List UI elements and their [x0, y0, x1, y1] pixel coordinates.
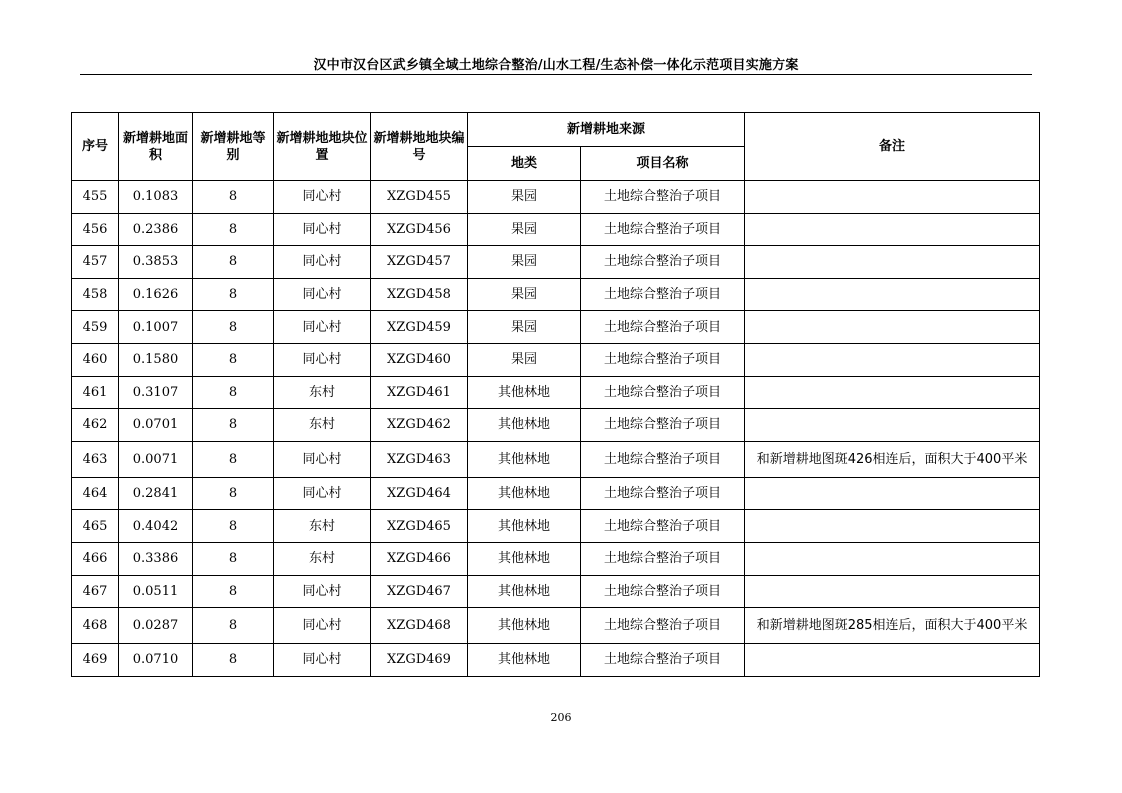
table-row — [72, 477, 1040, 510]
table-row — [72, 644, 1040, 677]
header-seq: 序号 — [72, 113, 119, 181]
cell-seq: 457 — [72, 246, 119, 279]
cell-location: 同心村 — [274, 343, 371, 376]
table-header-row — [72, 113, 1040, 147]
cell-code: XZGD458 — [371, 278, 468, 311]
cell-code: XZGD461 — [371, 376, 468, 409]
cell-remark — [745, 542, 1040, 575]
cell-land-type: 果园 — [468, 343, 581, 376]
cell-project-name: 土地综合整治子项目 — [581, 181, 745, 214]
cell-area: 0.3107 — [119, 376, 193, 409]
cell-seq: 466 — [72, 542, 119, 575]
cell-remark: 和新增耕地图斑285相连后，面积大于400平米 — [745, 608, 1040, 644]
cell-project-name: 土地综合整治子项目 — [581, 311, 745, 344]
cell-land-type: 其他林地 — [468, 644, 581, 677]
cell-grade: 8 — [193, 542, 274, 575]
cell-code: XZGD462 — [371, 409, 468, 442]
cell-area: 0.2841 — [119, 477, 193, 510]
cell-project-name: 土地综合整治子项目 — [581, 246, 745, 279]
table-row — [72, 343, 1040, 376]
cell-seq: 465 — [72, 510, 119, 543]
cell-project-name: 土地综合整治子项目 — [581, 376, 745, 409]
cell-grade: 8 — [193, 441, 274, 477]
cell-area: 0.2386 — [119, 213, 193, 246]
cell-seq: 460 — [72, 343, 119, 376]
cell-location: 同心村 — [274, 246, 371, 279]
cell-location: 同心村 — [274, 311, 371, 344]
table-row — [72, 278, 1040, 311]
cell-area: 0.1580 — [119, 343, 193, 376]
page-number: 206 — [550, 711, 572, 724]
cell-location: 东村 — [274, 510, 371, 543]
cell-location: 东村 — [274, 376, 371, 409]
cell-remark — [745, 278, 1040, 311]
header-land-type: 地类 — [468, 147, 581, 181]
cell-project-name: 土地综合整治子项目 — [581, 409, 745, 442]
cell-land-type: 其他林地 — [468, 409, 581, 442]
cell-location: 同心村 — [274, 213, 371, 246]
cell-remark — [745, 181, 1040, 214]
cell-code: XZGD468 — [371, 608, 468, 644]
header-location: 新增耕地地块位置 — [274, 113, 371, 181]
cell-location: 同心村 — [274, 278, 371, 311]
cell-code: XZGD459 — [371, 311, 468, 344]
cell-area: 0.0701 — [119, 409, 193, 442]
cell-area: 0.0287 — [119, 608, 193, 644]
cell-code: XZGD457 — [371, 246, 468, 279]
cell-seq: 463 — [72, 441, 119, 477]
header-area: 新增耕地面积 — [119, 113, 193, 181]
cell-land-type: 果园 — [468, 181, 581, 214]
cell-grade: 8 — [193, 213, 274, 246]
cell-remark — [745, 575, 1040, 608]
cell-code: XZGD466 — [371, 542, 468, 575]
cell-grade: 8 — [193, 376, 274, 409]
cell-seq: 464 — [72, 477, 119, 510]
cell-remark — [745, 376, 1040, 409]
cell-location: 东村 — [274, 409, 371, 442]
cell-location: 同心村 — [274, 644, 371, 677]
cell-grade: 8 — [193, 311, 274, 344]
cell-project-name: 土地综合整治子项目 — [581, 644, 745, 677]
cell-code: XZGD464 — [371, 477, 468, 510]
cell-land-type: 其他林地 — [468, 441, 581, 477]
cell-grade: 8 — [193, 477, 274, 510]
cell-project-name: 土地综合整治子项目 — [581, 608, 745, 644]
cell-location: 东村 — [274, 542, 371, 575]
cell-remark — [745, 409, 1040, 442]
cell-location: 同心村 — [274, 181, 371, 214]
cell-remark — [745, 311, 1040, 344]
cell-location: 同心村 — [274, 477, 371, 510]
cell-remark — [745, 477, 1040, 510]
cell-land-type: 果园 — [468, 213, 581, 246]
cell-seq: 467 — [72, 575, 119, 608]
cell-project-name: 土地综合整治子项目 — [581, 343, 745, 376]
cell-land-type: 果园 — [468, 311, 581, 344]
table-row — [72, 409, 1040, 442]
cell-remark — [745, 246, 1040, 279]
table-row — [72, 376, 1040, 409]
cell-seq: 458 — [72, 278, 119, 311]
cell-code: XZGD467 — [371, 575, 468, 608]
cell-seq: 455 — [72, 181, 119, 214]
cell-location: 同心村 — [274, 608, 371, 644]
cell-area: 0.3386 — [119, 542, 193, 575]
cell-grade: 8 — [193, 575, 274, 608]
cell-land-type: 其他林地 — [468, 477, 581, 510]
table-row — [72, 181, 1040, 214]
header-source: 新增耕地来源 — [468, 113, 745, 147]
cell-project-name: 土地综合整治子项目 — [581, 510, 745, 543]
table-row — [72, 542, 1040, 575]
cell-project-name: 土地综合整治子项目 — [581, 542, 745, 575]
table-row — [72, 311, 1040, 344]
cell-land-type: 其他林地 — [468, 510, 581, 543]
cell-area: 0.0071 — [119, 441, 193, 477]
cell-code: XZGD469 — [371, 644, 468, 677]
cell-remark — [745, 343, 1040, 376]
cell-grade: 8 — [193, 510, 274, 543]
cell-grade: 8 — [193, 608, 274, 644]
cell-grade: 8 — [193, 246, 274, 279]
cell-remark — [745, 644, 1040, 677]
cell-seq: 461 — [72, 376, 119, 409]
table-row — [72, 213, 1040, 246]
cell-seq: 468 — [72, 608, 119, 644]
cell-remark: 和新增耕地图斑426相连后，面积大于400平米 — [745, 441, 1040, 477]
cell-grade: 8 — [193, 644, 274, 677]
cell-code: XZGD456 — [371, 213, 468, 246]
header-divider — [80, 74, 1032, 75]
cell-code: XZGD465 — [371, 510, 468, 543]
header-code: 新增耕地地块编号 — [371, 113, 468, 181]
cell-project-name: 土地综合整治子项目 — [581, 213, 745, 246]
cell-location: 同心村 — [274, 441, 371, 477]
cell-location: 同心村 — [274, 575, 371, 608]
cell-seq: 459 — [72, 311, 119, 344]
cell-grade: 8 — [193, 409, 274, 442]
cell-area: 0.1007 — [119, 311, 193, 344]
cell-area: 0.4042 — [119, 510, 193, 543]
cell-area: 0.0710 — [119, 644, 193, 677]
page-title: 汉中市汉台区武乡镇全域土地综合整治/山水工程/生态补偿一体化示范项目实施方案 — [313, 58, 799, 73]
header-remark: 备注 — [745, 113, 1040, 181]
cell-seq: 456 — [72, 213, 119, 246]
table-row — [72, 608, 1040, 644]
cell-seq: 469 — [72, 644, 119, 677]
cell-land-type: 其他林地 — [468, 542, 581, 575]
cell-land-type: 果园 — [468, 278, 581, 311]
cell-code: XZGD460 — [371, 343, 468, 376]
cell-area: 0.1626 — [119, 278, 193, 311]
header-grade: 新增耕地等别 — [193, 113, 274, 181]
cell-land-type: 其他林地 — [468, 376, 581, 409]
cell-grade: 8 — [193, 278, 274, 311]
table-row — [72, 441, 1040, 477]
header-project-name: 项目名称 — [581, 147, 745, 181]
cell-land-type: 果园 — [468, 246, 581, 279]
cell-grade: 8 — [193, 181, 274, 214]
cell-code: XZGD455 — [371, 181, 468, 214]
table-body — [72, 181, 1040, 677]
table-row — [72, 246, 1040, 279]
cell-area: 0.1083 — [119, 181, 193, 214]
cell-project-name: 土地综合整治子项目 — [581, 278, 745, 311]
table-row — [72, 510, 1040, 543]
cell-code: XZGD463 — [371, 441, 468, 477]
cell-grade: 8 — [193, 343, 274, 376]
cell-project-name: 土地综合整治子项目 — [581, 477, 745, 510]
cell-area: 0.0511 — [119, 575, 193, 608]
cell-land-type: 其他林地 — [468, 575, 581, 608]
cell-remark — [745, 510, 1040, 543]
new-farmland-table — [71, 112, 1040, 677]
cell-project-name: 土地综合整治子项目 — [581, 441, 745, 477]
table-row — [72, 575, 1040, 608]
cell-land-type: 其他林地 — [468, 608, 581, 644]
cell-area: 0.3853 — [119, 246, 193, 279]
cell-seq: 462 — [72, 409, 119, 442]
cell-project-name: 土地综合整治子项目 — [581, 575, 745, 608]
cell-remark — [745, 213, 1040, 246]
